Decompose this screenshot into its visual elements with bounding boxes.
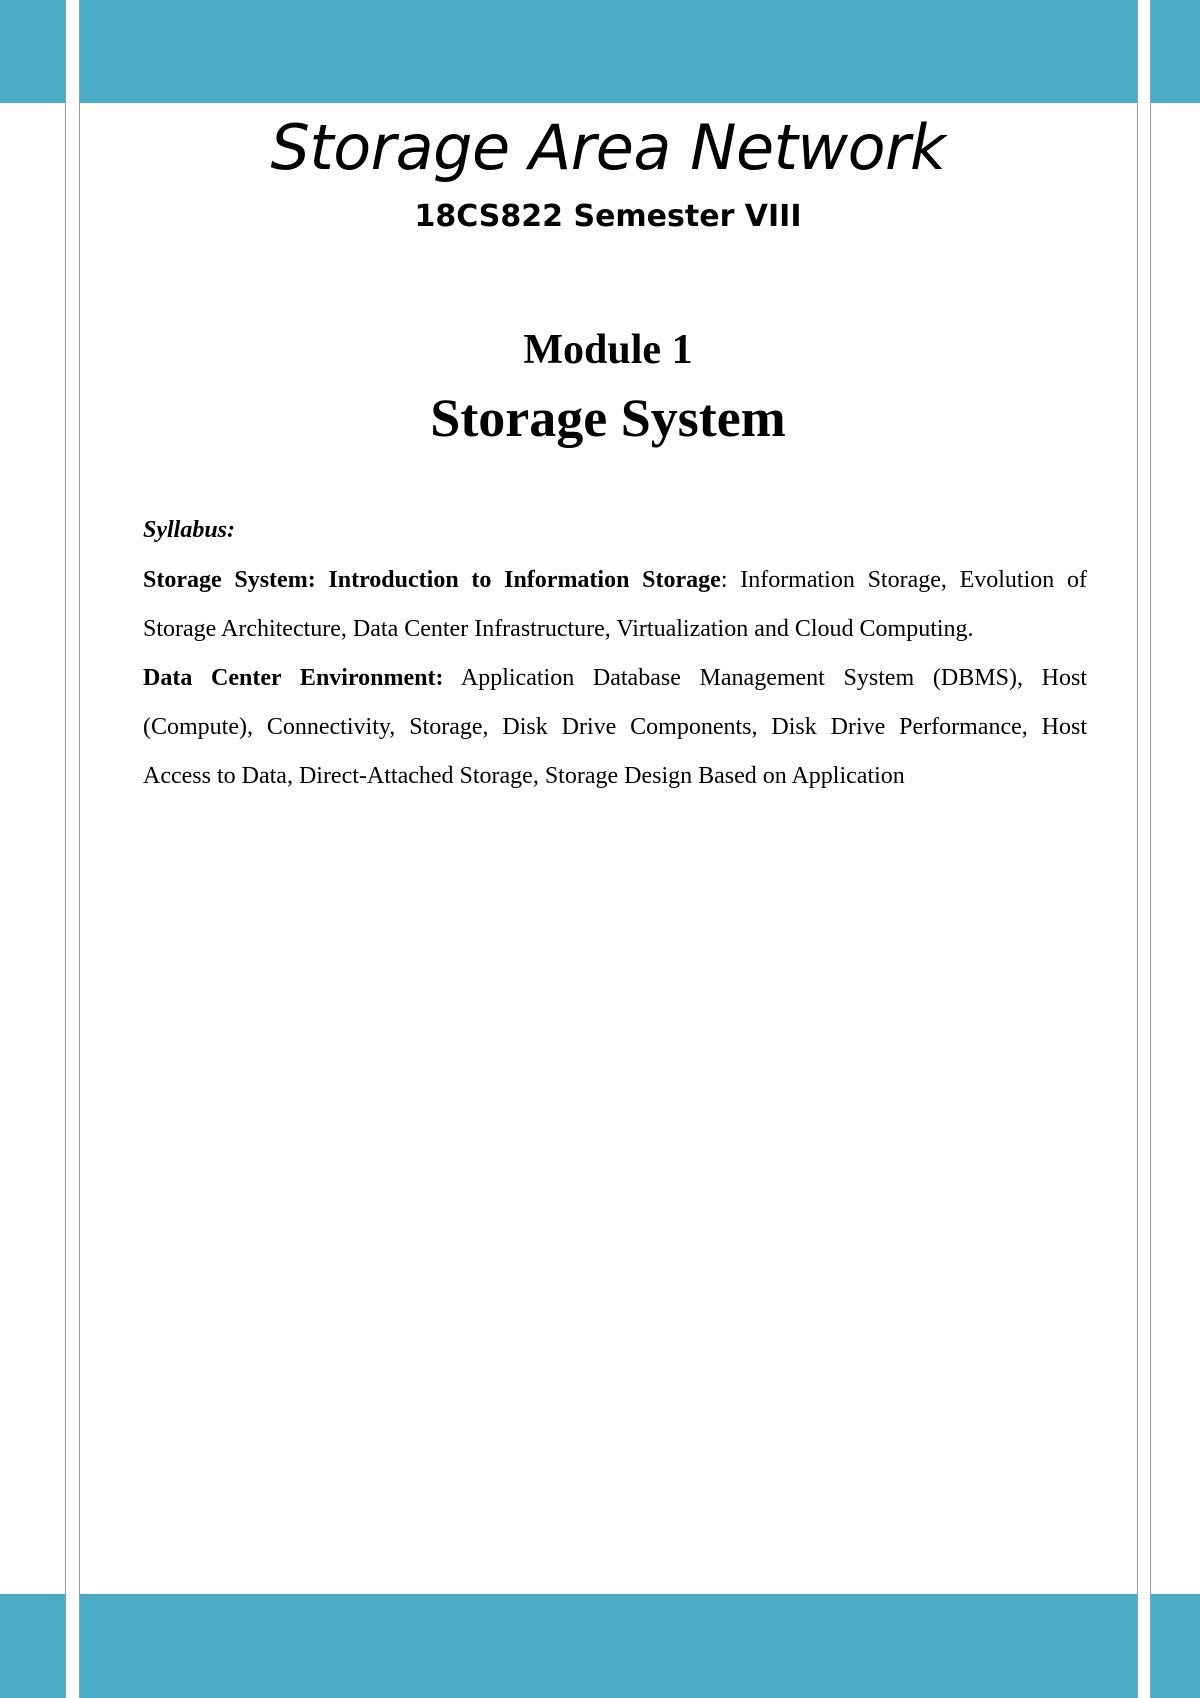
footer-band — [79, 1594, 1137, 1698]
margin-rule-outer-left — [65, 0, 66, 1698]
footer-band-right — [1150, 1594, 1200, 1698]
syllabus-section — [143, 514, 1087, 801]
header-band-right — [1150, 0, 1200, 103]
syllabus-paragraph — [143, 556, 1087, 654]
margin-rule-inner-right — [1137, 0, 1138, 1698]
course-code-subtitle: 18CS822 Semester VIII — [414, 199, 802, 234]
margin-rule-outer-right — [1150, 0, 1151, 1698]
syllabus-topic-text: : Information Storage, Evolution of Storage Architecture, Data Center Infrastructure, Virtualization and Cloud Computing. — [143, 567, 1087, 642]
document-title: Storage Area Network — [270, 111, 946, 184]
header-band-left — [0, 0, 65, 103]
footer-band-left — [0, 1594, 65, 1698]
margin-rule-inner-left — [79, 0, 80, 1698]
module-title: Storage System — [430, 388, 786, 448]
syllabus-paragraph — [143, 654, 1087, 801]
module-label: Module 1 — [523, 327, 693, 373]
syllabus-heading: Syllabus: — [143, 517, 236, 543]
header-band — [79, 0, 1137, 103]
syllabus-topic-text: Application Database Management System (DBMS), Host (Compute), Connectivity, Storage, Disk Drive Components, Disk Drive Performance, Host Access to Data, Direct-Attached Storage, Storage Design Based on Application — [143, 665, 1087, 789]
syllabus-topic-lead: Data Center Environment: — [143, 665, 444, 691]
syllabus-topic-lead: Storage System: Introduction to Information Storage — [143, 567, 721, 593]
